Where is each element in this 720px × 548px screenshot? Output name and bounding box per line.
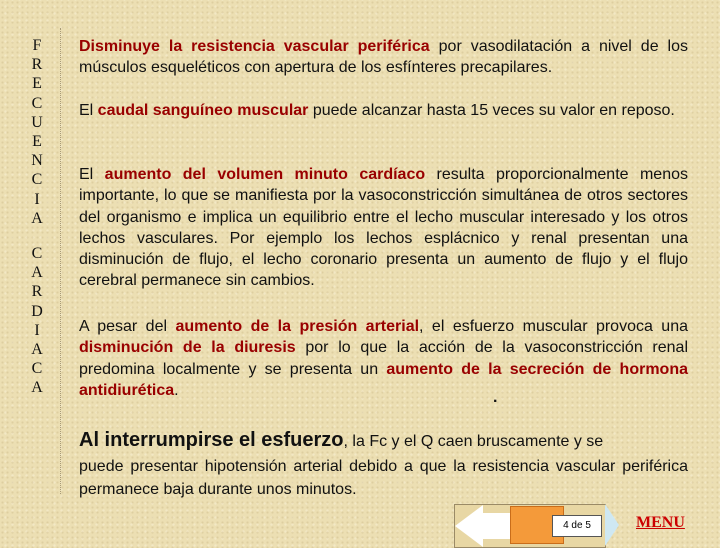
sidebar-word-frecuencia: [26, 36, 48, 228]
sidebar-letter: U: [31, 113, 43, 131]
body-text: , la Fc y el Q caen bruscamente y se: [343, 433, 604, 450]
paragraph-caudal: [79, 100, 688, 121]
highlight-text: aumento de la secreción de hormona antidiurética: [79, 360, 688, 399]
body-text: El: [79, 102, 98, 119]
highlight-text: disminución de la diuresis: [79, 339, 296, 357]
sidebar-letter: C: [31, 360, 43, 378]
body-text: resulta proporcionalmente menos importante, lo que se manifiesta por la vasoconstricción simultánea de otros sectores del organismo e implica un equilibrio entre el lecho muscular interesado y los otros lechos vasculares. Por ejemplo los lechos esplácnico y renal presentan una disminución de flujo, el lecho coronario presenta un aumento de flujo y el flujo cerebral permanece sin cambios.: [79, 166, 689, 290]
sidebar-letter: A: [31, 341, 43, 359]
page-indicator: 4 de 5: [552, 515, 602, 537]
sidebar-letter: E: [32, 133, 42, 151]
sidebar-letter: C: [31, 245, 43, 263]
menu-link[interactable]: MENU: [636, 514, 685, 531]
sidebar-letter: A: [31, 209, 43, 227]
sidebar-letter: C: [31, 171, 43, 189]
sidebar-word-cardiaca: [26, 244, 48, 398]
body-text: puede alcanzar hasta 15 veces su valor en reposo.: [308, 102, 675, 119]
sidebar-letter: A: [31, 379, 43, 397]
paragraph-presion-arterial: [79, 316, 688, 401]
sidebar-letter: N: [31, 152, 43, 170]
sidebar-letter: I: [34, 321, 40, 339]
sidebar-letter: C: [31, 94, 43, 112]
sidebar-letter: R: [31, 283, 43, 301]
sidebar-letter: F: [32, 37, 42, 54]
sidebar-letter: A: [31, 264, 43, 282]
highlight-text: aumento de la presión arterial: [175, 318, 420, 335]
highlight-text: Disminuye la resistencia vascular periférica: [79, 38, 430, 55]
body-text: .: [174, 381, 179, 399]
body-text: El: [79, 166, 105, 183]
paragraph-volumen-minuto: [79, 164, 688, 292]
body-text: puede presentar hipotensión arterial debido a que la resistencia vascular periférica permanece baja durante unos minutos.: [79, 458, 688, 498]
q-dot-mark: .: [493, 389, 498, 406]
paragraph-hipotension: [79, 455, 688, 501]
body-text: A pesar del: [79, 318, 176, 335]
sidebar-letter: E: [32, 75, 42, 93]
body-text: por vasodilatación a nivel de los músculos esqueléticos con apertura de los esfínteres precapilares.: [79, 38, 689, 77]
sidebar-letter: D: [31, 302, 43, 320]
vertical-divider: [60, 28, 62, 494]
sidebar-letter: R: [31, 56, 43, 74]
highlight-text: aumento del volumen minuto cardíaco: [104, 166, 426, 183]
body-text: , el esfuerzo muscular provoca una: [419, 318, 689, 335]
body-text: por lo que la acción de la vasoconstricción renal predomina localmente y se presenta un: [79, 339, 688, 378]
sidebar-letter: I: [34, 190, 40, 208]
previous-arrow-icon[interactable]: [455, 505, 483, 547]
paragraph-interrumpir: [79, 428, 688, 454]
sidebar-vertical-title: [26, 36, 48, 398]
highlight-text: caudal sanguíneo muscular: [97, 102, 309, 119]
emphasis-text: Al interrumpirse el esfuerzo: [79, 429, 344, 451]
paragraph-resistencia: [79, 36, 688, 79]
